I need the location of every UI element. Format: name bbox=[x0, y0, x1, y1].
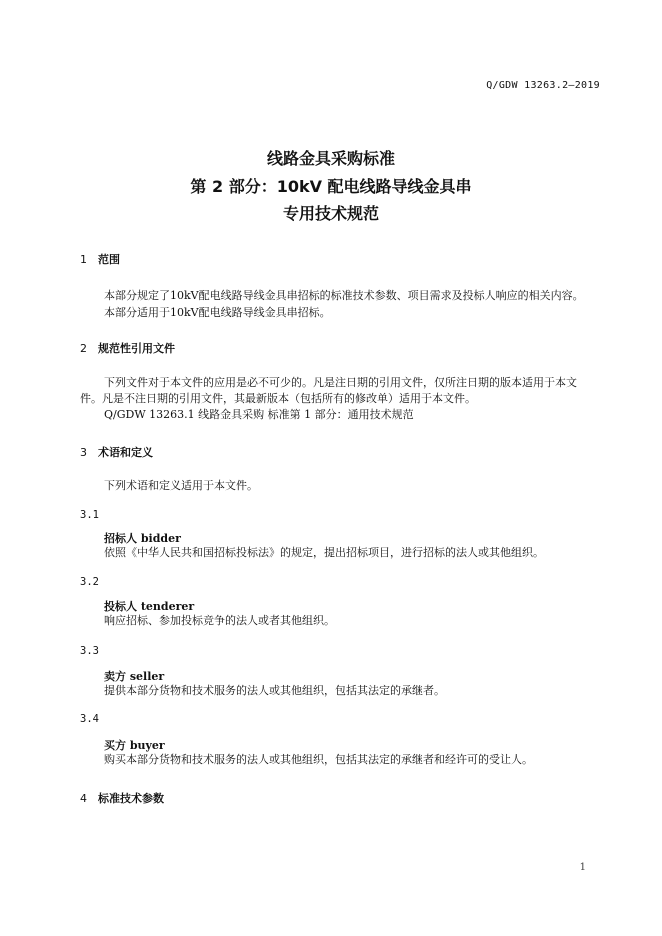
section-1-paragraph-1: 本部分规定了10kV配电线路导线金具串招标的标准技术参数、项目需求及投标人响应的相关内容。 bbox=[104, 289, 584, 302]
section-2-title: 规范性引用文件 bbox=[98, 342, 175, 355]
section-3-heading bbox=[80, 444, 153, 460]
term-title: 投标人 tenderer bbox=[104, 600, 195, 613]
term-title: 卖方 seller bbox=[104, 670, 165, 683]
section-3-number: 3 bbox=[80, 446, 87, 459]
section-2-paragraph-line-1: 下列文件对于本文件的应用是必不可少的。凡是注日期的引用文件，仅所注日期的版本适用于本文 bbox=[104, 376, 577, 389]
section-2-number: 2 bbox=[80, 342, 87, 355]
term-number: 3.3 bbox=[80, 645, 99, 657]
term-number: 3.2 bbox=[80, 576, 99, 588]
term-definition: 依照《中华人民共和国招标投标法》的规定，提出招标项目，进行招标的法人或其他组织。 bbox=[104, 546, 544, 559]
term-number: 3.1 bbox=[80, 509, 99, 521]
document-code: Q/GDW 13263.2—2019 bbox=[486, 80, 600, 91]
section-2-heading bbox=[80, 340, 175, 356]
term-definition: 提供本部分货物和技术服务的法人或其他组织，包括其法定的承继者。 bbox=[104, 684, 445, 697]
term-title: 招标人 bidder bbox=[104, 532, 181, 545]
section-2-paragraph-line-2: 件。凡是不注日期的引用文件，其最新版本（包括所有的修改单）适用于本文件。 bbox=[80, 392, 476, 405]
term-definition: 响应招标、参加投标竞争的法人或者其他组织。 bbox=[104, 614, 335, 627]
term-number: 3.4 bbox=[80, 713, 99, 725]
section-1-paragraph-2: 本部分适用于10kV配电线路导线金具串招标。 bbox=[104, 306, 331, 319]
page-number: 1 bbox=[579, 862, 586, 873]
section-1-title: 范围 bbox=[98, 253, 120, 266]
title-line-3: 专用技术规范 bbox=[282, 204, 379, 223]
title-line-2: 第 2 部分：10kV 配电线路导线金具串 bbox=[190, 177, 472, 196]
section-3-intro: 下列术语和定义适用于本文件。 bbox=[104, 479, 258, 492]
term-definition: 购买本部分货物和技术服务的法人或其他组织，包括其法定的承继者和经许可的受让人。 bbox=[104, 753, 533, 766]
section-4-title: 标准技术参数 bbox=[98, 792, 164, 805]
section-3-title: 术语和定义 bbox=[98, 446, 153, 459]
section-4-heading bbox=[80, 790, 164, 806]
section-1-number: 1 bbox=[80, 253, 87, 266]
section-1-heading bbox=[80, 251, 120, 267]
section-4-number: 4 bbox=[80, 792, 87, 805]
term-title: 买方 buyer bbox=[104, 739, 165, 752]
section-2-reference: Q/GDW 13263.1 线路金具采购 标准第 1 部分：通用技术规范 bbox=[104, 408, 414, 421]
title-line-1: 线路金具采购标准 bbox=[266, 149, 395, 168]
